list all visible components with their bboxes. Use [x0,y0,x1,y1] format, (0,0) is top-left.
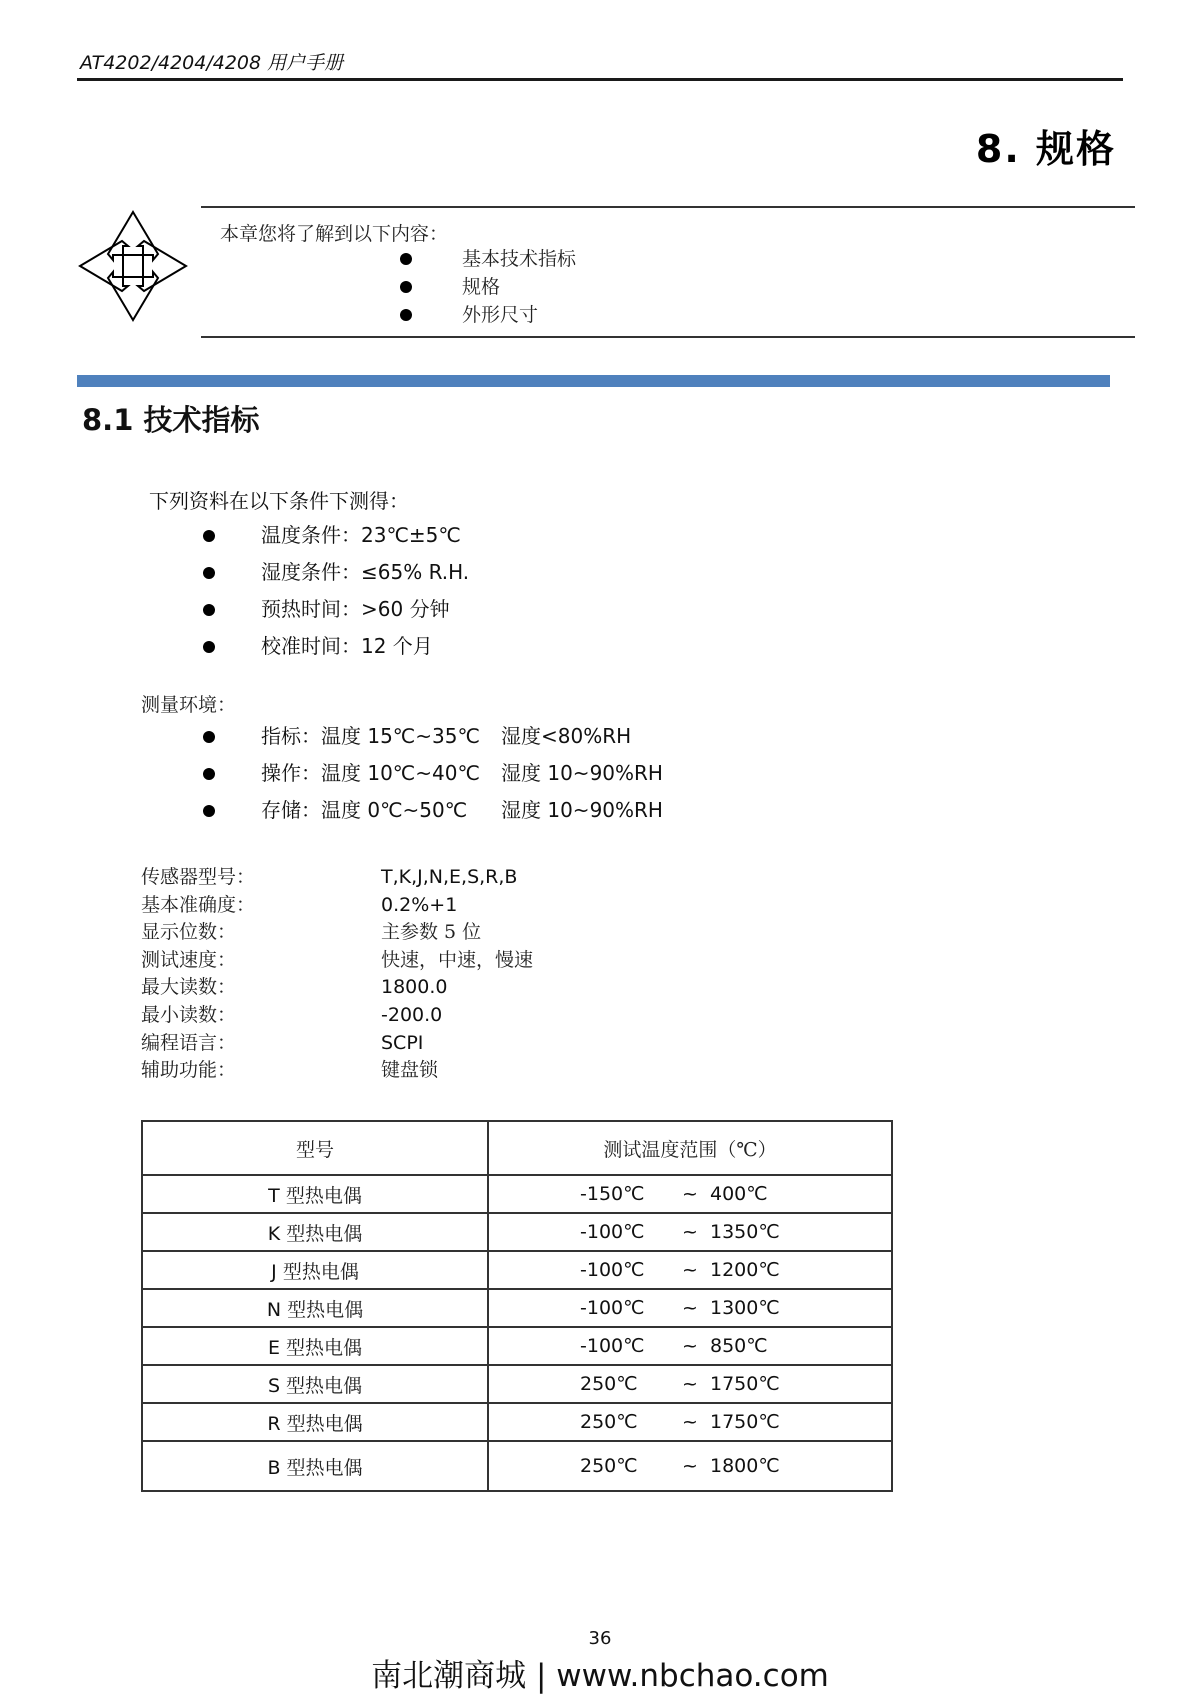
range-cell: 250℃ ~ 1750℃ [488,1403,892,1441]
section-accent-bar [77,375,1110,387]
spec-row: 辅助功能： 键盘锁 [141,1059,439,1082]
spec-row: 最小读数： -200.0 [141,1003,443,1026]
temperature-range-table [141,1120,893,1492]
bullet-icon [203,731,215,743]
intro-lead: 本章您将了解到以下内容： [220,223,449,245]
spec-row: 编程语言： SCPI [141,1031,424,1054]
spec-row: 测试速度： 快速，中速，慢速 [141,948,534,971]
model-cell: J 型热电偶 [142,1251,488,1289]
conditions-list [203,517,469,665]
bullet-icon [203,604,215,616]
table-row [142,1327,892,1365]
environment-list [203,718,663,829]
environment-item: 存储：温度 0℃~50℃ 湿度 10~90%RH [203,792,663,829]
bullet-icon [400,309,412,321]
range-cell: -100℃ ~ 1200℃ [488,1251,892,1289]
compass-arrows-icon [78,210,188,322]
model-cell: S 型热电偶 [142,1365,488,1403]
range-cell: -150℃ ~ 400℃ [488,1175,892,1213]
range-cell: 250℃ ~ 1800℃ [488,1441,892,1491]
condition-item: 预热时间：>60 分钟 [203,591,469,628]
header-rule [77,78,1123,81]
spec-row: 最大读数： 1800.0 [141,976,448,999]
running-header: AT4202/4204/4208 用户手册 [80,52,344,74]
spec-row: 基本准确度： 0.2%+1 [141,893,458,916]
bullet-icon [400,253,412,265]
environment-item: 指标：温度 15℃~35℃ 湿度<80%RH [203,718,663,755]
range-cell: -100℃ ~ 1300℃ [488,1289,892,1327]
bullet-icon [203,768,215,780]
bullet-icon [203,530,215,542]
spec-list [141,864,533,1085]
model-cell: E 型热电偶 [142,1327,488,1365]
condition-item: 校准时间：12 个月 [203,628,469,665]
table-row [142,1403,892,1441]
model-cell: B 型热电偶 [142,1441,488,1491]
column-header-range: 测试温度范围（℃） [488,1121,892,1175]
intro-list [400,245,576,329]
range-cell: -100℃ ~ 1350℃ [488,1213,892,1251]
watermark: 南北潮商城 | www.nbchao.com [371,1658,829,1694]
model-cell: R 型热电偶 [142,1403,488,1441]
range-cell: -100℃ ~ 850℃ [488,1327,892,1365]
table-row [142,1175,892,1213]
bullet-icon [203,641,215,653]
bullet-icon [203,567,215,579]
intro-item: 基本技术指标 [400,245,576,273]
model-cell: N 型热电偶 [142,1289,488,1327]
model-cell: T 型热电偶 [142,1175,488,1213]
model-cell: K 型热电偶 [142,1213,488,1251]
conditions-lead: 下列资料在以下条件下测得： [149,489,409,513]
table-row [142,1289,892,1327]
table-row [142,1213,892,1251]
environment-lead: 测量环境： [141,694,237,716]
bullet-icon [400,281,412,293]
table-row [142,1441,892,1491]
column-header-model: 型号 [142,1121,488,1175]
condition-item: 湿度条件：≤65% R.H. [203,554,469,591]
section-title: 8.1 技术指标 [82,403,260,437]
bullet-icon [203,805,215,817]
table-row [142,1251,892,1289]
intro-rule-bottom [201,336,1135,338]
page-number: 36 [588,1628,612,1649]
spec-row: 传感器型号： T,K,J,N,E,S,R,B [141,866,518,888]
table-header-row [142,1121,892,1175]
intro-item: 规格 [400,273,576,301]
environment-item: 操作：温度 10℃~40℃ 湿度 10~90%RH [203,755,663,792]
intro-rule-top [201,206,1135,208]
spec-row: 显示位数： 主参数 5 位 [141,921,482,944]
table-row [142,1365,892,1403]
chapter-title: 8. 规格 [975,127,1116,171]
range-cell: 250℃ ~ 1750℃ [488,1365,892,1403]
intro-item: 外形尺寸 [400,301,576,329]
condition-item: 温度条件：23℃±5℃ [203,517,469,554]
